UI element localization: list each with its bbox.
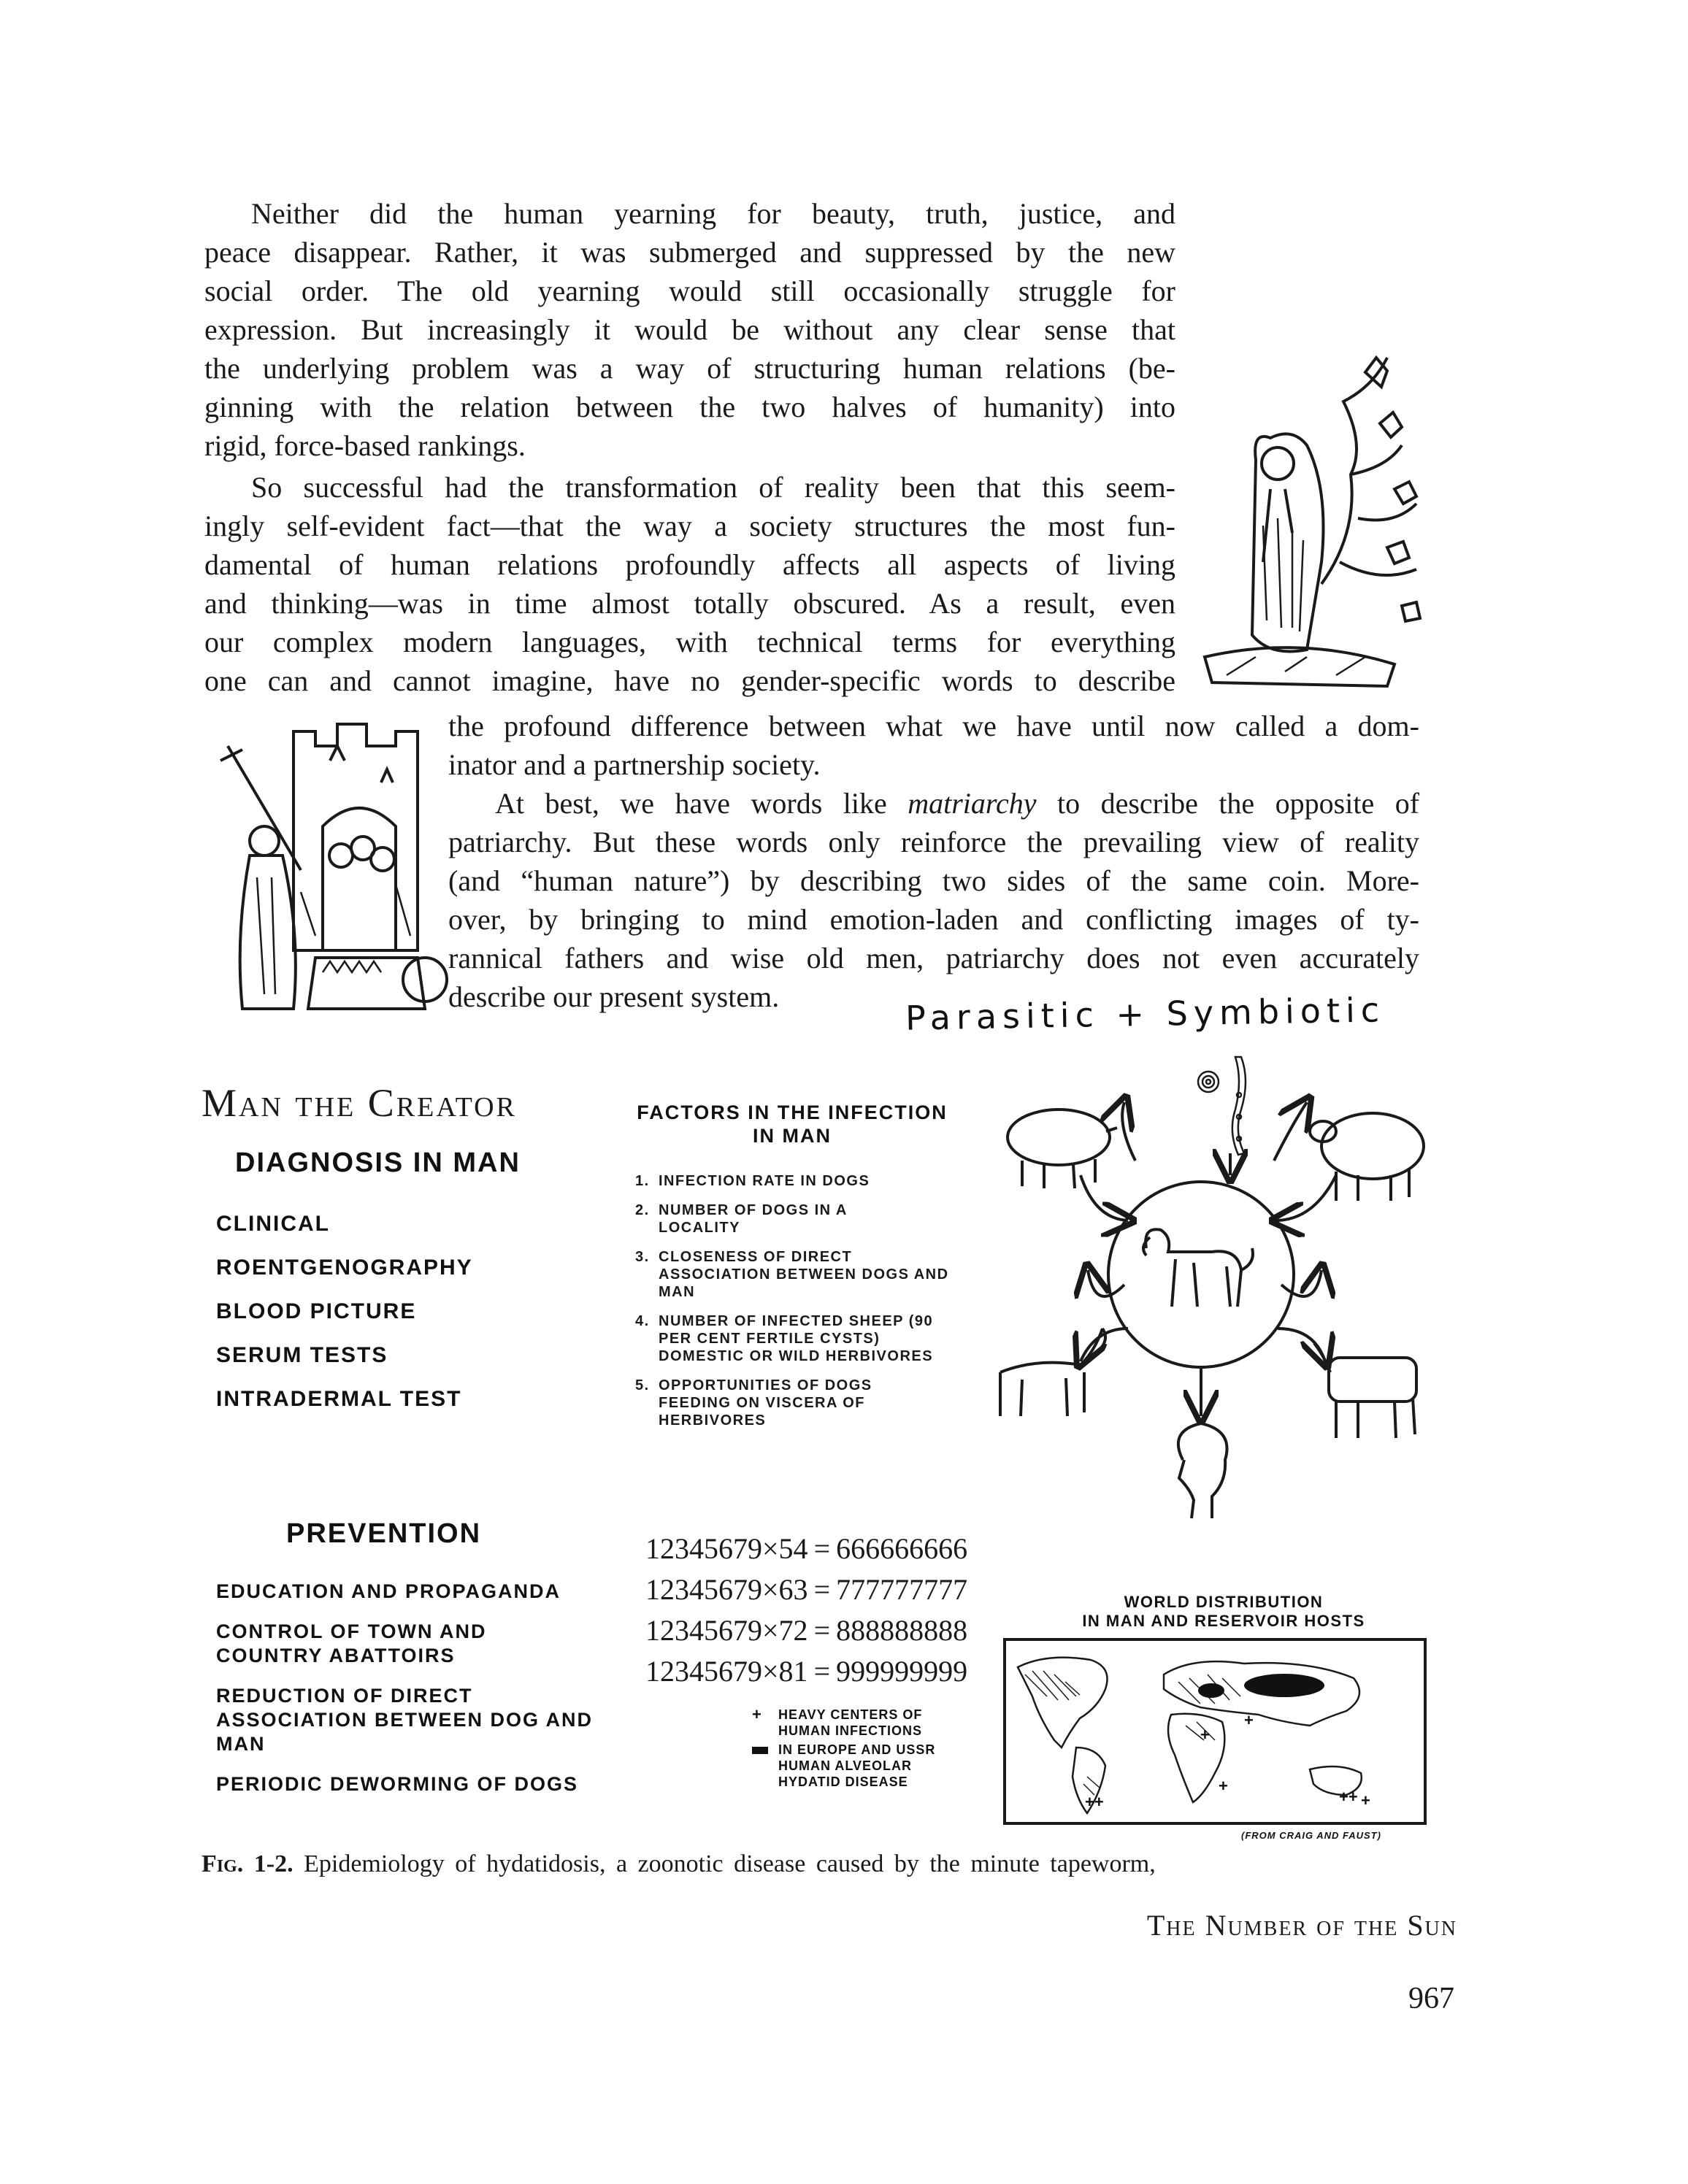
equation: 12345679×63 = 777777777 <box>645 1573 968 1606</box>
factor-item <box>635 1248 964 1301</box>
legend-text: IN EUROPE AND USSR HUMAN ALVEOLAR HYDATID DISEASE <box>778 1742 936 1789</box>
prevention-list <box>216 1580 625 1796</box>
paragraph-1 <box>204 194 1175 465</box>
svg-text:+: + <box>1244 1711 1254 1729</box>
factor-text: OPPORTUNITIES OF DOGS FEEDING ON VISCERA OF HERBIVORES <box>659 1377 872 1429</box>
lifecycle-diagram <box>993 1051 1431 1547</box>
factor-item <box>635 1201 964 1237</box>
human-head-icon <box>1178 1423 1227 1518</box>
svg-text:+: + <box>1361 1791 1370 1810</box>
svg-text:+: + <box>1219 1777 1228 1795</box>
text-line: rigid, force-based rankings. <box>204 429 526 462</box>
legend-item-plus <box>752 1707 993 1739</box>
factor-number: 1. <box>635 1173 650 1189</box>
italic-term: matriarchy <box>908 787 1037 820</box>
legend-item-black-bar <box>752 1742 993 1790</box>
factor-text: NUMBER OF DOGS IN A LOCALITY <box>659 1202 848 1236</box>
svg-text:+: + <box>1200 1726 1210 1744</box>
prevention-heading: PREVENTION <box>286 1518 482 1549</box>
legend-text: HEAVY CENTERS OF HUMAN INFECTIONS <box>778 1707 923 1738</box>
central-circle <box>1108 1182 1294 1367</box>
factor-number: 4. <box>635 1313 650 1329</box>
text-line: inator and a partnership society. <box>448 748 821 781</box>
paragraph-2-continued <box>448 707 1419 784</box>
dog-icon <box>1143 1229 1253 1307</box>
sheep-icon <box>1310 1113 1424 1201</box>
prevention-item: REDUCTION OF DIRECT ASSOCIATION BETWEEN DOG AND MAN <box>216 1685 594 1755</box>
woodcut-castle-scene-illustration <box>213 717 454 1038</box>
text-line: over, by bringing to mind emotion-laden and conflicting images of ty- <box>448 903 1419 936</box>
factor-number: 3. <box>635 1249 650 1265</box>
multiplication-equations <box>645 1529 967 1692</box>
equation: 12345679×81 = 999999999 <box>645 1655 968 1688</box>
figure-caption <box>202 1848 1428 1880</box>
factor-text: CLOSENESS OF DIRECT ASSOCIATION BETWEEN DOGS AND MAN <box>659 1249 949 1300</box>
factor-item <box>635 1172 964 1190</box>
text-line: the underlying problem was a way of structuring human relations (be- <box>204 352 1175 385</box>
svg-text:++: ++ <box>1085 1793 1104 1811</box>
pig-icon <box>1008 1110 1117 1188</box>
factor-number: 5. <box>635 1377 650 1393</box>
figure-title: Man the Creator <box>202 1081 517 1125</box>
text-line: So successful had the transformation of reality been that this seem- <box>251 471 1175 504</box>
factor-item <box>635 1377 964 1429</box>
infection-center-markers <box>1085 1711 1370 1811</box>
text-line: expression. But increasingly it would be without any clear sense that <box>204 313 1175 346</box>
plus-icon: + <box>752 1705 762 1723</box>
diagnosis-item: ROENTGENOGRAPHY <box>216 1256 473 1280</box>
factor-text: INFECTION RATE IN DOGS <box>659 1173 870 1189</box>
map-title-line: WORLD DISTRIBUTION <box>1124 1593 1324 1611</box>
prevention-item: CONTROL OF TOWN AND COUNTRY ABATTOIRS <box>216 1620 487 1666</box>
prevention-item: PERIODIC DEWORMING OF DOGS <box>216 1773 579 1795</box>
text-line: the profound difference between what we have until now called a dom- <box>448 710 1419 742</box>
north-america-outline <box>1018 1658 1108 1747</box>
map-legend <box>752 1707 993 1790</box>
text-line: describe our present system. <box>448 980 780 1013</box>
factor-item <box>635 1312 964 1365</box>
caption-label: Fig. 1-2. <box>202 1850 294 1877</box>
running-title: The Number of the Sun <box>1146 1909 1457 1942</box>
equation: 12345679×72 = 888888888 <box>645 1614 968 1647</box>
factors-list <box>635 1172 964 1441</box>
text-line: and thinking—was in time almost totally obscured. As a result, even <box>204 587 1175 620</box>
paragraph-2 <box>204 468 1175 700</box>
text-line: ginning with the relation between the two halves of humanity) into <box>204 391 1175 423</box>
text-line <box>448 784 1419 823</box>
alveolar-disease-region <box>1198 1683 1224 1698</box>
text-line: social order. The old yearning would still occasionally struggle for <box>204 274 1175 307</box>
map-credit: (FROM CRAIG AND FAUST) <box>1241 1830 1381 1841</box>
prevention-item: EDUCATION AND PROPAGANDA <box>216 1580 561 1602</box>
text-line: one can and cannot imagine, have no gender-specific words to describe <box>204 664 1175 697</box>
paragraph-3 <box>448 784 1419 1016</box>
diagnosis-item: INTRADERMAL TEST <box>216 1387 462 1411</box>
factor-number: 2. <box>635 1202 650 1218</box>
text-run: At best, we have words like <box>495 787 887 820</box>
cow-icon <box>1314 1343 1416 1438</box>
handwritten-annotation: Parasitic + Symbiotic <box>905 990 1386 1038</box>
map-title-line: IN MAN AND RESERVOIR HOSTS <box>1082 1612 1365 1630</box>
factor-text: NUMBER OF INFECTED SHEEP (90 PER CENT FERTILE CYSTS) DOMESTIC OR WILD HERBIVORES <box>659 1313 934 1364</box>
factors-heading <box>621 1101 964 1147</box>
egg-icon <box>1198 1072 1219 1092</box>
diagnosis-list <box>216 1210 625 1429</box>
black-bar-icon <box>752 1742 778 1790</box>
text-line: (and “human nature”) by describing two sides of the same coin. More- <box>448 864 1419 897</box>
text-line: Neither did the human yearning for beauty, truth, justice, and <box>251 197 1175 230</box>
tapeworm-icon <box>1232 1057 1246 1155</box>
africa-outline <box>1168 1714 1224 1802</box>
text-line: peace disappear. Rather, it was submerged and suppressed by the new <box>204 236 1175 269</box>
diagnosis-item: BLOOD PICTURE <box>216 1299 417 1323</box>
factors-heading-line: FACTORS IN THE INFECTION <box>637 1101 948 1123</box>
diagnosis-item: CLINICAL <box>216 1212 330 1236</box>
text-line: rannical fathers and wise old men, patriarchy does not even accurately <box>448 942 1419 974</box>
text-line: patriarchy. But these words only reinforce the prevailing view of reality <box>448 826 1419 858</box>
woodcut-tree-figure-illustration <box>1183 343 1431 708</box>
diagnosis-heading: DIAGNOSIS IN MAN <box>235 1147 521 1178</box>
text-line: damental of human relations profoundly affects all aspects of living <box>204 548 1175 581</box>
text-line: ingly self-evident fact—that the way a society structures the most fun- <box>204 510 1175 542</box>
alveolar-disease-region <box>1244 1674 1324 1697</box>
text-run: to describe the opposite of <box>1056 787 1420 820</box>
map-title <box>1034 1593 1413 1631</box>
text-line: our complex modern languages, with technical terms for everything <box>204 626 1175 658</box>
factors-heading-line: IN MAN <box>753 1125 832 1147</box>
world-distribution-map <box>1003 1638 1427 1825</box>
goat-icon <box>1000 1329 1105 1416</box>
page-number: 967 <box>1408 1982 1454 2015</box>
diagnosis-item: SERUM TESTS <box>216 1343 388 1367</box>
svg-text:++: ++ <box>1339 1788 1358 1806</box>
caption-text: Epidemiology of hydatidosis, a zoonotic disease caused by the minute tapeworm, <box>304 1850 1156 1877</box>
equation: 12345679×54 = 666666666 <box>645 1532 968 1565</box>
